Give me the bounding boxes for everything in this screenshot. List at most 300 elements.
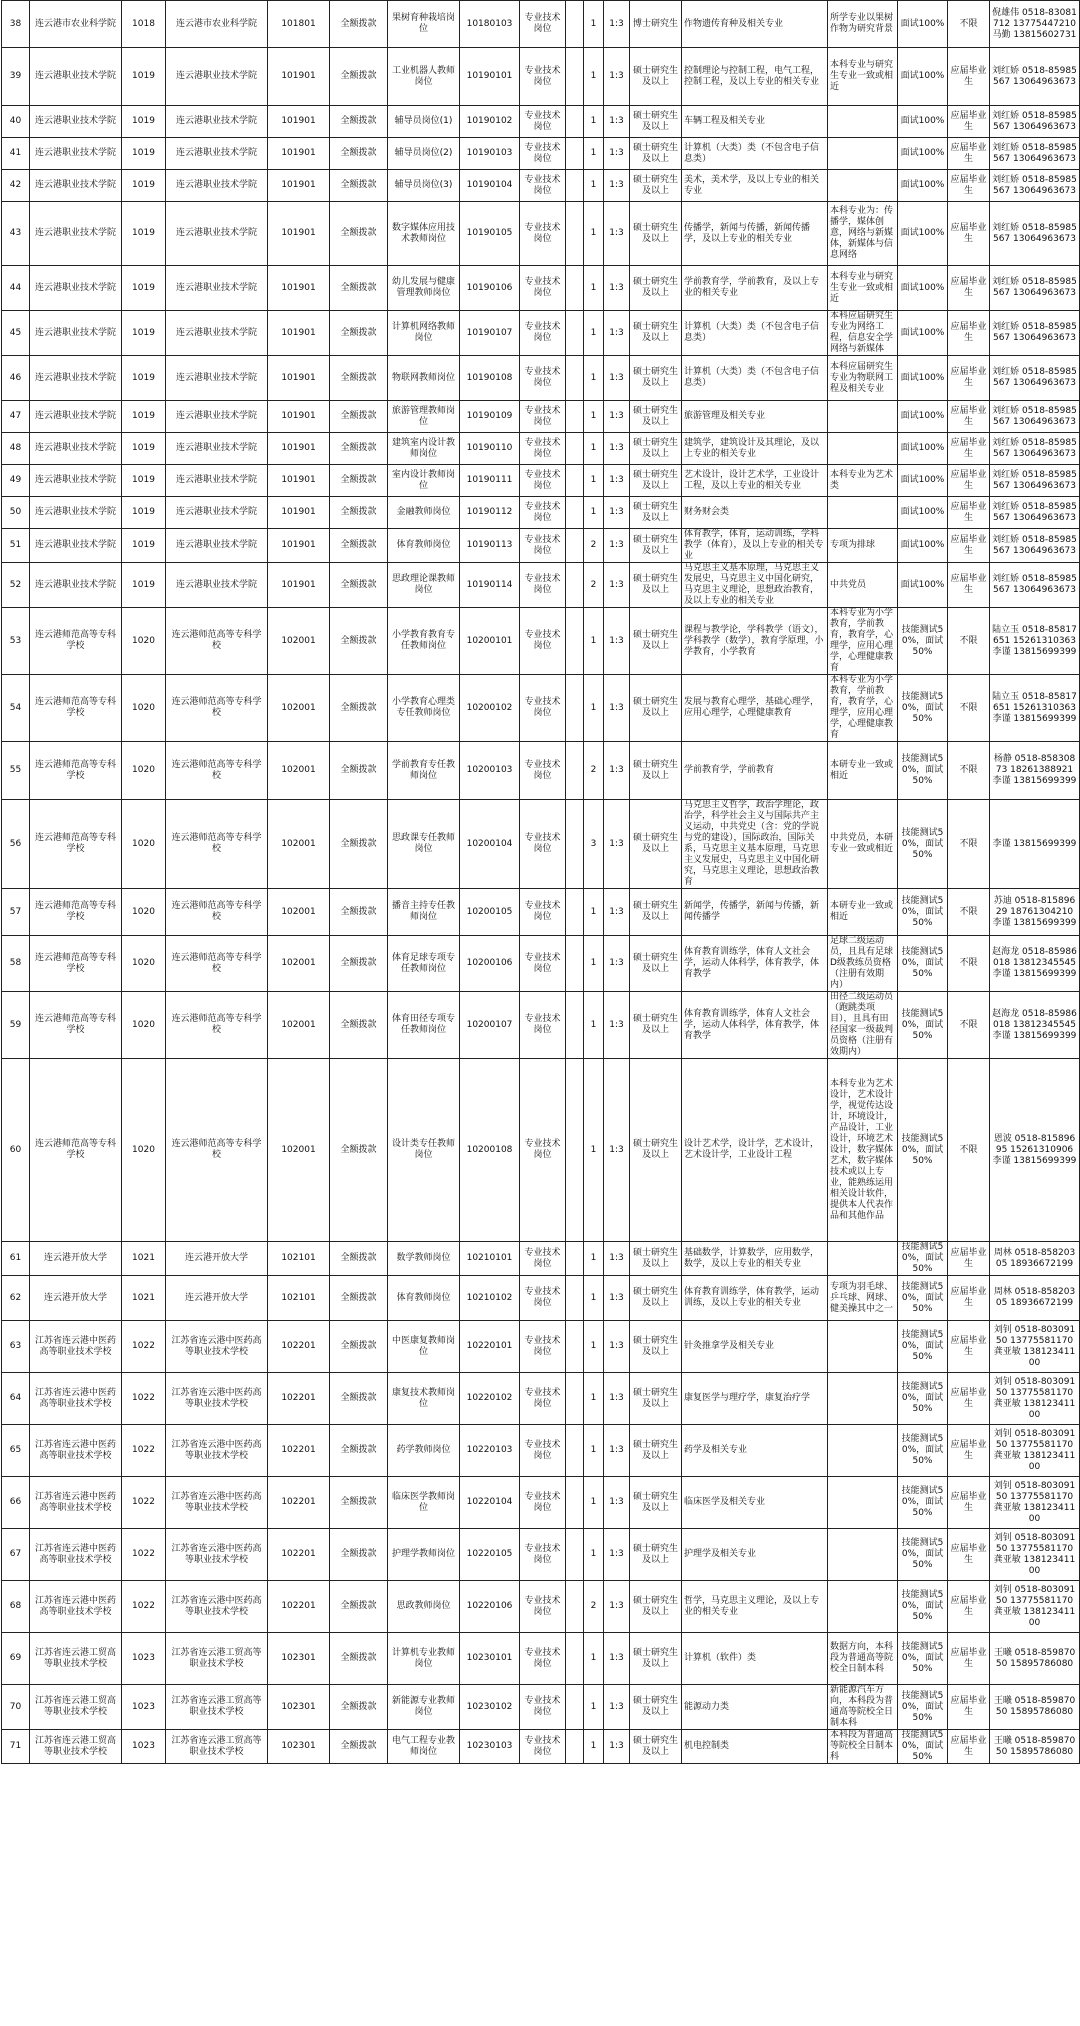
cell-dcode: 102001 (268, 889, 330, 936)
cell-count: 1 (584, 311, 604, 356)
cell-grade (566, 138, 584, 170)
table-row (2, 1730, 1080, 1764)
cell-exam: 技能测试50%，面试50% (898, 1633, 948, 1685)
cell-pos: 建筑室内设计教师岗位 (388, 433, 460, 465)
cell-type: 专业技术岗位 (520, 1373, 566, 1425)
cell-pcode: 10200103 (460, 742, 520, 800)
cell-code: 1022 (122, 1529, 166, 1581)
cell-no: 53 (2, 608, 30, 675)
cell-ratio: 1:3 (604, 106, 630, 138)
cell-contact: 刘钊 0518-80309150 13775581170 龚亚敏 13812341100 (990, 1581, 1080, 1633)
cell-pos: 中医康复教师岗位 (388, 1321, 460, 1373)
cell-type: 专业技术岗位 (520, 465, 566, 497)
cell-major: 美术，美术学，及以上专业的相关专业 (682, 170, 828, 202)
cell-ratio: 1:3 (604, 465, 630, 497)
cell-unit: 江苏省连云港工贸高等职业技术学校 (30, 1730, 122, 1764)
cell-pcode: 10190113 (460, 529, 520, 563)
cell-major: 药学及相关专业 (682, 1425, 828, 1477)
cell-dept: 江苏省连云港中医药高等职业技术学校 (166, 1529, 268, 1581)
cell-unit: 江苏省连云港中医药高等职业技术学校 (30, 1477, 122, 1529)
cell-unit: 连云港师范高等专科学校 (30, 742, 122, 800)
cell-dcode: 102001 (268, 675, 330, 742)
cell-edu: 硕士研究生及以上 (630, 529, 682, 563)
cell-pcode: 10190103 (460, 138, 520, 170)
cell-no: 46 (2, 356, 30, 401)
table-row (2, 1242, 1080, 1276)
cell-type: 专业技术岗位 (520, 675, 566, 742)
cell-grade (566, 889, 584, 936)
cell-dcode: 102001 (268, 742, 330, 800)
cell-unit: 连云港职业技术学院 (30, 106, 122, 138)
cell-edu: 硕士研究生及以上 (630, 1730, 682, 1764)
cell-ratio: 1:3 (604, 1633, 630, 1685)
cell-pos: 辅导员岗位(1) (388, 106, 460, 138)
cell-contact: 刘红娇 0518-85985567 13064963673 (990, 401, 1080, 433)
cell-other: 本科专业为艺术类 (828, 465, 898, 497)
cell-pos: 工业机器人教师岗位 (388, 48, 460, 106)
cell-pcode: 10200102 (460, 675, 520, 742)
cell-pos: 药学教师岗位 (388, 1425, 460, 1477)
cell-contact: 刘钊 0518-80309150 13775581170 龚亚敏 13812341100 (990, 1425, 1080, 1477)
cell-pos: 体育田径专项专任教师岗位 (388, 992, 460, 1059)
cell-target: 应届毕业生 (948, 563, 990, 608)
cell-contact: 赵海龙 0518-85986018 13812345545 李谨 13815699399 (990, 936, 1080, 992)
cell-dept: 连云港职业技术学院 (166, 401, 268, 433)
cell-code: 1019 (122, 356, 166, 401)
cell-major: 马克思主义基本原理，马克思主义发展史，马克思主义中国化研究，马克思主义理论，思想政治教育，及以上专业的相关专业 (682, 563, 828, 608)
table-row (2, 563, 1080, 608)
cell-dept: 连云港师范高等专科学校 (166, 889, 268, 936)
cell-dept: 连云港职业技术学院 (166, 311, 268, 356)
cell-unit: 连云港师范高等专科学校 (30, 1059, 122, 1242)
cell-count: 1 (584, 48, 604, 106)
cell-dept: 连云港职业技术学院 (166, 48, 268, 106)
cell-major: 课程与教学论，学科教学（语文），学科教学（数学），教育学原理，小学教育，小学教育 (682, 608, 828, 675)
cell-dcode: 102101 (268, 1242, 330, 1276)
cell-type: 专业技术岗位 (520, 992, 566, 1059)
cell-other (828, 138, 898, 170)
cell-grade (566, 1529, 584, 1581)
cell-code: 1021 (122, 1276, 166, 1321)
cell-contact: 陆立玉 0518-85817651 15261310363 李谨 13815699399 (990, 608, 1080, 675)
cell-unit: 连云港职业技术学院 (30, 529, 122, 563)
cell-count: 1 (584, 401, 604, 433)
cell-code: 1019 (122, 48, 166, 106)
cell-contact: 刘红娇 0518-85985567 13064963673 (990, 311, 1080, 356)
cell-major: 针灸推拿学及相关专业 (682, 1321, 828, 1373)
cell-type: 专业技术岗位 (520, 1059, 566, 1242)
cell-exam: 技能测试50%，面试50% (898, 608, 948, 675)
table-row (2, 1321, 1080, 1373)
cell-pcode: 10190104 (460, 170, 520, 202)
cell-code: 1019 (122, 497, 166, 529)
cell-major: 新闻学，传播学，新闻与传播，新闻传播学 (682, 889, 828, 936)
cell-dcode: 101901 (268, 563, 330, 608)
cell-unit: 连云港职业技术学院 (30, 401, 122, 433)
cell-contact: 刘红娇 0518-85985567 13064963673 (990, 563, 1080, 608)
cell-grade (566, 936, 584, 992)
cell-major: 体育教育训练学，体育人文社会学，运动人体科学，体育教学，体育教学 (682, 936, 828, 992)
cell-contact: 刘红娇 0518-85985567 13064963673 (990, 497, 1080, 529)
cell-fund: 全额拨款 (330, 356, 388, 401)
table-row (2, 992, 1080, 1059)
cell-count: 1 (584, 138, 604, 170)
cell-ratio: 1:3 (604, 1730, 630, 1764)
cell-other (828, 1529, 898, 1581)
cell-count: 1 (584, 1, 604, 48)
cell-pos: 计算机专业教师岗位 (388, 1633, 460, 1685)
cell-ratio: 1:3 (604, 497, 630, 529)
cell-dcode: 102001 (268, 936, 330, 992)
cell-fund: 全额拨款 (330, 1, 388, 48)
cell-other: 本科段为普通高等院校全日制本科 (828, 1730, 898, 1764)
cell-pos: 电气工程专业教师岗位 (388, 1730, 460, 1764)
table-row (2, 742, 1080, 800)
cell-type: 专业技术岗位 (520, 563, 566, 608)
cell-pcode: 10190102 (460, 106, 520, 138)
cell-type: 专业技术岗位 (520, 48, 566, 106)
cell-exam: 面试100% (898, 202, 948, 266)
cell-type: 专业技术岗位 (520, 936, 566, 992)
cell-edu: 硕士研究生及以上 (630, 800, 682, 889)
cell-edu: 硕士研究生及以上 (630, 266, 682, 311)
cell-exam: 面试100% (898, 465, 948, 497)
job-table (1, 0, 1080, 1764)
cell-grade (566, 1730, 584, 1764)
cell-pcode: 10220106 (460, 1581, 520, 1633)
cell-no: 43 (2, 202, 30, 266)
cell-contact: 刘红娇 0518-85985567 13064963673 (990, 202, 1080, 266)
cell-target: 应届毕业生 (948, 433, 990, 465)
cell-other (828, 1425, 898, 1477)
cell-pcode: 10190107 (460, 311, 520, 356)
cell-grade (566, 433, 584, 465)
table-row (2, 401, 1080, 433)
cell-fund: 全额拨款 (330, 106, 388, 138)
cell-no: 52 (2, 563, 30, 608)
cell-dcode: 101901 (268, 497, 330, 529)
table-row (2, 1425, 1080, 1477)
cell-ratio: 1:3 (604, 433, 630, 465)
cell-unit: 连云港职业技术学院 (30, 48, 122, 106)
cell-count: 1 (584, 356, 604, 401)
cell-count: 1 (584, 465, 604, 497)
cell-pos: 物联网教师岗位 (388, 356, 460, 401)
cell-pos: 数学教师岗位 (388, 1242, 460, 1276)
cell-contact: 陆立玉 0518-85817651 15261310363 李谨 13815699399 (990, 675, 1080, 742)
cell-fund: 全额拨款 (330, 742, 388, 800)
cell-type: 专业技术岗位 (520, 401, 566, 433)
cell-exam: 面试100% (898, 1, 948, 48)
cell-code: 1022 (122, 1477, 166, 1529)
cell-ratio: 1:3 (604, 992, 630, 1059)
cell-edu: 硕士研究生及以上 (630, 433, 682, 465)
cell-pos: 旅游管理教师岗位 (388, 401, 460, 433)
cell-pcode: 10190108 (460, 356, 520, 401)
cell-no: 67 (2, 1529, 30, 1581)
cell-pcode: 10200107 (460, 992, 520, 1059)
cell-grade (566, 1242, 584, 1276)
cell-dcode: 101901 (268, 170, 330, 202)
cell-type: 专业技术岗位 (520, 529, 566, 563)
cell-code: 1019 (122, 202, 166, 266)
cell-unit: 连云港师范高等专科学校 (30, 889, 122, 936)
cell-major: 学前教育学，学前教育，及以上专业的相关专业 (682, 266, 828, 311)
cell-ratio: 1:3 (604, 936, 630, 992)
cell-dept: 连云港师范高等专科学校 (166, 675, 268, 742)
cell-ratio: 1:3 (604, 170, 630, 202)
cell-pcode: 10230101 (460, 1633, 520, 1685)
cell-count: 1 (584, 889, 604, 936)
cell-count: 1 (584, 1730, 604, 1764)
cell-no: 55 (2, 742, 30, 800)
cell-dcode: 101901 (268, 48, 330, 106)
cell-exam: 技能测试50%，面试50% (898, 1730, 948, 1764)
cell-major: 作物遗传育种及相关专业 (682, 1, 828, 48)
cell-other: 本科专业为艺术设计，艺术设计学，视觉传达设计，环境设计，产品设计，工业设计，环境艺术设计，数字媒体艺术，数字媒体技术或以上专业，能熟练运用相关设计软件，提供本人代表作品和其他作品 (828, 1059, 898, 1242)
cell-other: 本科专业为小学教育，学前教育，教育学，心理学，应用心理学，心理健康教育 (828, 675, 898, 742)
cell-fund: 全额拨款 (330, 311, 388, 356)
cell-grade (566, 106, 584, 138)
cell-edu: 硕士研究生及以上 (630, 106, 682, 138)
cell-target: 应届毕业生 (948, 1581, 990, 1633)
cell-code: 1022 (122, 1581, 166, 1633)
cell-major: 机电控制类 (682, 1730, 828, 1764)
cell-ratio: 1:3 (604, 1529, 630, 1581)
cell-dept: 连云港开放大学 (166, 1276, 268, 1321)
cell-target: 应届毕业生 (948, 202, 990, 266)
cell-no: 65 (2, 1425, 30, 1477)
cell-grade (566, 266, 584, 311)
cell-edu: 硕士研究生及以上 (630, 742, 682, 800)
cell-code: 1020 (122, 675, 166, 742)
cell-target: 不限 (948, 992, 990, 1059)
cell-other (828, 170, 898, 202)
cell-other: 足球二级运动员，且具有足球D级教练员资格（注册有效期内） (828, 936, 898, 992)
cell-code: 1020 (122, 1059, 166, 1242)
cell-target: 不限 (948, 608, 990, 675)
table-row (2, 1685, 1080, 1730)
cell-dept: 江苏省连云港中医药高等职业技术学校 (166, 1373, 268, 1425)
cell-exam: 技能测试50%，面试50% (898, 800, 948, 889)
cell-pcode: 10190106 (460, 266, 520, 311)
cell-grade (566, 1059, 584, 1242)
cell-major: 学前教育学，学前教育 (682, 742, 828, 800)
cell-no: 51 (2, 529, 30, 563)
cell-pos: 数字媒体应用技术教师岗位 (388, 202, 460, 266)
cell-fund: 全额拨款 (330, 1321, 388, 1373)
cell-exam: 技能测试50%，面试50% (898, 742, 948, 800)
cell-pcode: 10230102 (460, 1685, 520, 1730)
cell-other (828, 433, 898, 465)
cell-ratio: 1:3 (604, 48, 630, 106)
cell-edu: 硕士研究生及以上 (630, 936, 682, 992)
cell-unit: 江苏省连云港中医药高等职业技术学校 (30, 1373, 122, 1425)
cell-edu: 硕士研究生及以上 (630, 1581, 682, 1633)
cell-exam: 面试100% (898, 106, 948, 138)
cell-dept: 连云港职业技术学院 (166, 433, 268, 465)
cell-unit: 连云港职业技术学院 (30, 497, 122, 529)
cell-grade (566, 311, 584, 356)
cell-dcode: 102301 (268, 1730, 330, 1764)
cell-ratio: 1:3 (604, 401, 630, 433)
cell-edu: 硕士研究生及以上 (630, 356, 682, 401)
cell-edu: 硕士研究生及以上 (630, 311, 682, 356)
cell-count: 2 (584, 563, 604, 608)
cell-pcode: 10220101 (460, 1321, 520, 1373)
table-row (2, 936, 1080, 992)
cell-other (828, 1373, 898, 1425)
cell-pcode: 10190112 (460, 497, 520, 529)
cell-ratio: 1:3 (604, 1, 630, 48)
cell-contact: 刘钊 0518-80309150 13775581170 龚亚敏 13812341100 (990, 1321, 1080, 1373)
table-row (2, 1581, 1080, 1633)
cell-unit: 连云港师范高等专科学校 (30, 608, 122, 675)
cell-pos: 辅导员岗位(2) (388, 138, 460, 170)
cell-other: 本科专业为小学教育，学前教育，教育学，心理学，应用心理学，心理健康教育 (828, 608, 898, 675)
cell-ratio: 1:3 (604, 138, 630, 170)
cell-no: 64 (2, 1373, 30, 1425)
cell-fund: 全额拨款 (330, 992, 388, 1059)
cell-dept: 连云港职业技术学院 (166, 563, 268, 608)
cell-fund: 全额拨款 (330, 1633, 388, 1685)
cell-no: 68 (2, 1581, 30, 1633)
cell-major: 护理学及相关专业 (682, 1529, 828, 1581)
cell-dcode: 101901 (268, 433, 330, 465)
cell-grade (566, 1633, 584, 1685)
cell-edu: 硕士研究生及以上 (630, 1059, 682, 1242)
cell-code: 1020 (122, 936, 166, 992)
cell-type: 专业技术岗位 (520, 1685, 566, 1730)
cell-edu: 硕士研究生及以上 (630, 202, 682, 266)
cell-ratio: 1:3 (604, 266, 630, 311)
cell-exam: 技能测试50%，面试50% (898, 936, 948, 992)
cell-exam: 面试100% (898, 266, 948, 311)
table-row (2, 675, 1080, 742)
cell-contact: 王曦 0518-85987050 15895786080 (990, 1633, 1080, 1685)
cell-count: 2 (584, 529, 604, 563)
cell-ratio: 1:3 (604, 889, 630, 936)
cell-fund: 全额拨款 (330, 1425, 388, 1477)
cell-fund: 全额拨款 (330, 563, 388, 608)
cell-code: 1020 (122, 608, 166, 675)
cell-major: 基础数学，计算数学，应用数学，数学，及以上专业的相关专业 (682, 1242, 828, 1276)
cell-pos: 辅导员岗位(3) (388, 170, 460, 202)
cell-target: 应届毕业生 (948, 356, 990, 401)
cell-no: 57 (2, 889, 30, 936)
cell-major: 车辆工程及相关专业 (682, 106, 828, 138)
cell-other: 本科专业与研究生专业一致或相近 (828, 266, 898, 311)
cell-pcode: 10190109 (460, 401, 520, 433)
cell-code: 1019 (122, 138, 166, 170)
cell-unit: 连云港职业技术学院 (30, 465, 122, 497)
cell-no: 69 (2, 1633, 30, 1685)
cell-contact: 刘红娇 0518-85985567 13064963673 (990, 48, 1080, 106)
cell-major: 计算机（大类）类（不包含电子信息类） (682, 138, 828, 170)
table-row (2, 1276, 1080, 1321)
cell-unit: 连云港师范高等专科学校 (30, 800, 122, 889)
cell-pos: 康复技术教师岗位 (388, 1373, 460, 1425)
table-row (2, 1529, 1080, 1581)
cell-no: 61 (2, 1242, 30, 1276)
cell-other (828, 401, 898, 433)
cell-count: 1 (584, 1373, 604, 1425)
cell-count: 1 (584, 992, 604, 1059)
cell-count: 1 (584, 1059, 604, 1242)
cell-other: 本科应届研究生专业为网络工程，信息安全学网络与新媒体 (828, 311, 898, 356)
cell-contact: 刘红娇 0518-85985567 13064963673 (990, 170, 1080, 202)
cell-pcode: 10180103 (460, 1, 520, 48)
cell-unit: 连云港开放大学 (30, 1276, 122, 1321)
cell-fund: 全额拨款 (330, 433, 388, 465)
cell-edu: 硕士研究生及以上 (630, 48, 682, 106)
cell-dcode: 102201 (268, 1373, 330, 1425)
cell-type: 专业技术岗位 (520, 138, 566, 170)
cell-ratio: 1:3 (604, 202, 630, 266)
cell-edu: 硕士研究生及以上 (630, 1529, 682, 1581)
cell-dept: 连云港师范高等专科学校 (166, 800, 268, 889)
cell-pos: 思政理论课教师岗位 (388, 563, 460, 608)
cell-dept: 连云港市农业科学院 (166, 1, 268, 48)
cell-pos: 小学教育心理类专任教师岗位 (388, 675, 460, 742)
cell-edu: 硕士研究生及以上 (630, 170, 682, 202)
cell-edu: 硕士研究生及以上 (630, 497, 682, 529)
cell-pos: 思政课专任教师岗位 (388, 800, 460, 889)
cell-target: 应届毕业生 (948, 138, 990, 170)
cell-no: 38 (2, 1, 30, 48)
cell-exam: 面试100% (898, 563, 948, 608)
cell-no: 54 (2, 675, 30, 742)
cell-contact: 刘红娇 0518-85985567 13064963673 (990, 266, 1080, 311)
cell-pcode: 10220105 (460, 1529, 520, 1581)
cell-grade (566, 202, 584, 266)
table-row (2, 529, 1080, 563)
cell-exam: 技能测试50%，面试50% (898, 1321, 948, 1373)
cell-code: 1018 (122, 1, 166, 48)
cell-ratio: 1:3 (604, 311, 630, 356)
cell-no: 49 (2, 465, 30, 497)
cell-fund: 全额拨款 (330, 675, 388, 742)
cell-fund: 全额拨款 (330, 170, 388, 202)
cell-count: 1 (584, 266, 604, 311)
cell-target: 应届毕业生 (948, 1425, 990, 1477)
cell-count: 1 (584, 497, 604, 529)
cell-fund: 全额拨款 (330, 1685, 388, 1730)
cell-dcode: 102001 (268, 992, 330, 1059)
cell-target: 应届毕业生 (948, 311, 990, 356)
cell-grade (566, 497, 584, 529)
cell-dcode: 101901 (268, 401, 330, 433)
cell-major: 哲学，马克思主义理论，及以上专业的相关专业 (682, 1581, 828, 1633)
cell-code: 1019 (122, 401, 166, 433)
cell-other: 本研专业一致或相近 (828, 889, 898, 936)
cell-count: 2 (584, 1581, 604, 1633)
cell-exam: 技能测试50%，面试50% (898, 1276, 948, 1321)
cell-dcode: 101901 (268, 266, 330, 311)
cell-pcode: 10200105 (460, 889, 520, 936)
cell-type: 专业技术岗位 (520, 608, 566, 675)
cell-pos: 播音主持专任教师岗位 (388, 889, 460, 936)
cell-dept: 连云港师范高等专科学校 (166, 936, 268, 992)
cell-grade (566, 992, 584, 1059)
cell-code: 1020 (122, 742, 166, 800)
cell-fund: 全额拨款 (330, 1529, 388, 1581)
cell-unit: 江苏省连云港中医药高等职业技术学校 (30, 1581, 122, 1633)
cell-other: 数据方向，本科段为普通高等院校全日制本科 (828, 1633, 898, 1685)
cell-exam: 面试100% (898, 433, 948, 465)
cell-no: 60 (2, 1059, 30, 1242)
table-row (2, 433, 1080, 465)
